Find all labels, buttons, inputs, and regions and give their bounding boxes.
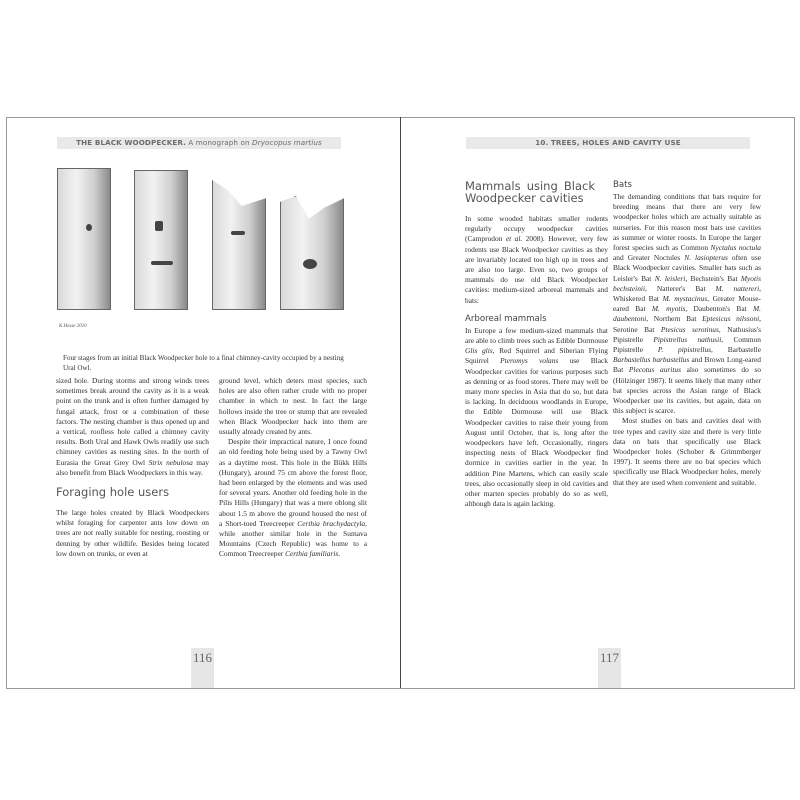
paragraph: ground level, which deters most species, such holes are also often rather crude with no proper chamber in which to nest. In fact the large hollows inside the tree or stump that are revealed when Black Woodpecker hack into them are usually already created by ants. <box>219 376 367 437</box>
trunk-stage-1 <box>57 168 111 310</box>
page-number-116: 116 <box>191 648 214 688</box>
running-head-right: 10. TREES, HOLES AND CAVITY USE <box>466 137 750 149</box>
trunk-stage-4 <box>280 196 344 310</box>
paragraph: Most studies on bats and cavities deal with tree types and cavity size and there is very little data on bats that specifically use Black Woodpecker holes (Schober & Grimmberger 1997). It seems there are no bat species which specifically use Black Woodpecker holes, merely that they are used when convenient and suitable. <box>613 416 761 487</box>
illustrator-signature: K.Hesse 2010 <box>59 324 87 329</box>
book-subtitle: A monograph on <box>186 138 252 147</box>
species-name: Dryocopus martius <box>252 138 322 147</box>
paragraph: In some wooded habitats smaller rodents regularly occupy woodpecker cavities (Camprodon et al. 2008). However, very few rodents use Black Woodpecker cavities as they are invariably located too high up in trees and are also too large. Even so, two groups of mammals do use old Black Woodpecker cavities: medium-sized arboreal mammals and bats: <box>465 214 608 305</box>
subheading-bats: Bats <box>613 180 633 190</box>
woodpecker-hole-illustration <box>52 168 352 310</box>
right-page <box>401 117 795 689</box>
paragraph: The large holes created by Black Woodpeckers whilst foraging for carpenter ants low down on trees are not really suitable for nesting, roosting or denning by other wildlife. Besides being located low down on trunks, or even at <box>56 508 209 558</box>
paragraph: The demanding conditions that bats require for breeding means that there are very few woodpecker holes which are actually suitable as nurseries. For this reason most bats use cavities as summer or winter roosts. In Europe the larger forest species such as Common Nyctalus noctula and Greater Noctules N. lasiopterus often use Black Woodpecker cavities. Smaller bats such as Leisler's Bat N. leisleri, Bechstein's Bat Myotis bechsteinii, Natterer's Bat M. nattereri, Whiskered Bat M. mystacinus, Greater Mouse-eared Bat M. myotis, Daubenton's Bat M. daubentoni, Northern Bat Eptesicus nilssoni, Serotine Bat Ptesicus serotinus, Nathusius's Pipistrelle Pipistrellus nathusii, Common Pipistrelle P. pipistrellus, Barbastelle Barbastellus barbastellus and Brown Long-eared Bat Plecotus auritus also sometimes do so (Hölzinger 1987). It seems likely that many other bat species across the Asian range of Black Woodpecker use its cavities, but again, data on this subject is scarce. <box>613 192 762 416</box>
paragraph: sized hole. During storms and strong winds trees sometimes break around the cavity as it is a weak point on the trunk and is often further damaged by fungal attack, frost or a combination of these factors. The nesting chamber is thus opened up and a vertical, roofless hole called a chimney cavity results. Both Ural and Hawk Owls readily use such chimney cavities as nesting sites. In the north of Eurasia the Great Grey Owl Strix nebulosa may also benefit from Black Woodpeckers in this way. <box>56 376 210 477</box>
right-column-1 <box>465 180 608 509</box>
paragraph: Despite their impractical nature, I once found an old feeding hole being used by a Tawny Owl as a daytime roost. This hole in the Bükk Hills (Hungary), around 75 cm above the forest floor, had been enlarged by the elements and was used for several years. Another old feeding hole in the Pilis Hills (Hungary) that was a mere oblong slit about 1.5 m above the ground housed the nest of a Short-toed Treecreeper Certhia brachydactyla, while another similar hole in the Sumava Mountains (Czech Republic) was home to a Common Treecreeper Certhia familiaris. <box>219 437 367 559</box>
trunk-stage-2 <box>134 170 188 310</box>
book-title: THE BLACK WOODPECKER. <box>76 138 186 147</box>
left-column-2 <box>219 376 367 560</box>
right-column-2 <box>613 180 761 488</box>
left-page <box>6 117 401 689</box>
section-heading-foraging: Foraging hole users <box>56 485 170 500</box>
paragraph: In Europe a few medium-sized mammals that are able to climb trees such as Edible Dormouse Glis glis, Red Squirrel and Siberian Flying Squirrel Pteromys volans use Black Woodpecker cavities for various purposes such as denning or as food stores. There may well be many more species in Asia that do so, but data is lacking. In deciduous woodlands in Europe, the Edible Dormouse will use Black Woodpecker cavities to raise their young from August until October, that is, long after the woodpeckers have left. Occasionally, ringers inspecting nests of Black Woodpecker find dormice in cavities earlier in the year. In addition Pine Martens, which can easily scale trees, also occasionally sleep in old cavities and other marten species probably do so as well, although data is again lacking. <box>465 325 608 509</box>
section-heading-mammals: Mammals using Black Woodpecker cavities <box>465 179 595 205</box>
subheading-arboreal-mammals: Arboreal mammals <box>465 313 547 324</box>
figure-caption: Four stages from an initial Black Woodpecker hole to a final chimney-cavity occupied by a nesting Ural Owl. <box>63 354 344 372</box>
page-number-117: 117 <box>598 648 621 688</box>
running-head-left <box>57 137 341 149</box>
left-column-1 <box>56 376 209 559</box>
trunk-stage-3 <box>212 180 266 310</box>
